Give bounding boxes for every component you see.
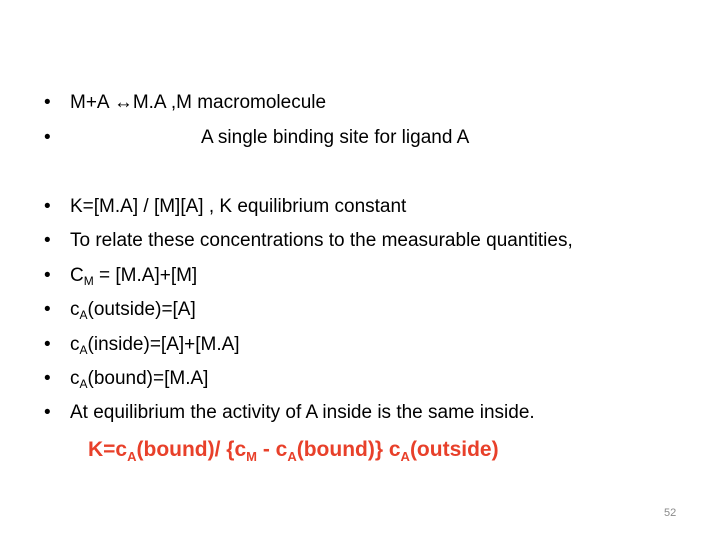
bullet-dot: • [44,368,51,389]
formula-subscript: A [127,449,137,464]
bullet-line-relate [44,230,573,252]
formula-part: (outside) [409,438,499,461]
formula-subscript: A [287,449,297,464]
line-text: M+A ↔M.A ,M macromolecule [70,92,327,113]
formula-part: - c [257,438,288,461]
bullet-line-ca-outside [44,299,196,321]
line-text: To relate these concentrations to the measurable quantities, [70,230,573,251]
formula-part: (bound)/ {c [136,438,247,461]
text-part: (bound)=[M.A] [87,368,209,389]
subscript: A [79,377,88,391]
bullet-line-ca-bound [44,368,208,390]
bullet-dot: • [44,299,51,320]
text-part: (inside)=[A]+[M.A] [87,334,240,355]
formula-part: (bound)} c [296,438,401,461]
bullet-dot: • [44,92,51,113]
bullet-line-binding-reaction [44,92,326,114]
subscript: A [79,308,88,322]
bullet-dot: • [44,265,51,286]
binding-constant-formula [88,438,499,462]
bullet-line-single-site [44,127,469,149]
text-part: = [M.A]+[M] [93,265,198,286]
text-part: c [70,368,80,389]
line-text [70,368,208,389]
text-part: c [70,299,80,320]
formula-subscript: A [400,449,410,464]
line-text: K=[M.A] / [M][A] , K equilibrium constant [70,196,407,217]
bullet-line-ca-inside [44,334,240,356]
page-number: 52 [664,507,677,519]
text-part: C [70,265,84,286]
formula-part: K=c [88,438,128,461]
bullet-dot: • [44,334,51,355]
line-text: A single binding site for ligand A [201,127,470,148]
formula-subscript: M [246,449,257,464]
bullet-dot: • [44,402,51,423]
subscript: M [83,274,94,288]
line-text [70,334,240,355]
subscript: A [79,343,88,357]
bullet-line-cm [44,265,197,287]
bullet-dot: • [44,127,51,148]
bullet-dot: • [44,230,51,251]
text-part: (outside)=[A] [87,299,196,320]
bullet-line-at-equilibrium [44,402,535,424]
text-part: c [70,334,80,355]
bullet-line-equilibrium-constant [44,196,406,218]
line-text [70,265,197,286]
bullet-dot: • [44,196,51,217]
line-text [70,299,196,320]
line-text: At equilibrium the activity of A inside is the same inside. [70,402,535,423]
